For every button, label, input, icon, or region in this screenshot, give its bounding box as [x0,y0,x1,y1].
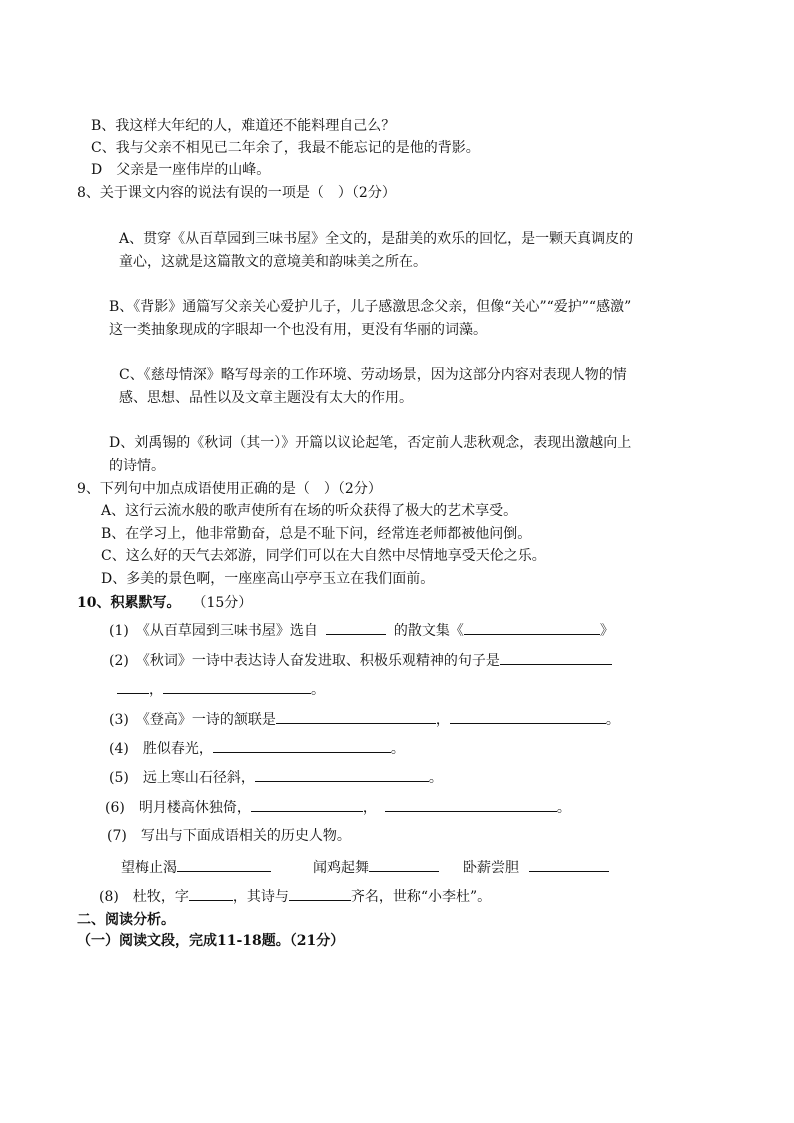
q10-item6 [105,797,571,817]
idiom-1: 望梅止渴 [121,860,177,876]
q10-item1-text-b: 的散文集《 [393,623,464,639]
idiom-2: 闻鸡起舞 [313,860,369,876]
q10-item2-blank-3[interactable] [163,679,311,694]
q10-item1-blank-collection[interactable] [464,620,600,635]
q10-item5 [109,767,443,787]
q10-score: （15分） [192,595,253,611]
q9-option-c: C、这么好的天气去郊游，同学们可以在大自然中尽情地享受天伦之乐。 [101,548,546,564]
section2-subtitle: （一）阅读文段，完成11-18题。（21分） [77,933,345,949]
q10-item2-continued [117,679,325,699]
q8-option-b-line2: 这一类抽象现成的字眼却一个也没有用，更没有华丽的词藻。 [109,322,487,338]
q10-item1-text-a: (1) 《从百草园到三味书屋》选自 [109,623,318,639]
q10-item6-blank-2[interactable] [385,797,557,812]
q8-option-d-line1: D、刘禹锡的《秋词（其一）》开篇以议论起笔，否定前人悲秋观念，表现出激越向上 [109,435,632,451]
q10-item8-text-b: ，其诗与 [232,889,289,905]
q10-item2-end: 。 [311,682,325,698]
q10-item6-text: (6) 明月楼高休独倚， [105,800,251,816]
q10-item3-end: 。 [605,712,620,728]
q7-option-d: D 父亲是一座伟岸的山峰。 [91,162,271,178]
q10-item8-blank-1[interactable] [189,886,233,901]
section2-title: 二、阅读分析。 [77,912,175,928]
q10-item1-text-c: 》 [599,623,614,639]
q10-title: 10、积累默写。 [77,595,181,611]
q10-item2-blank-2[interactable] [117,679,149,694]
q10-item3-blank-2[interactable] [450,709,606,724]
q10-item7-idioms [121,857,609,877]
q10-heading [77,593,252,613]
q9-option-d: D、多美的景色啊，一座座高山亭亭玉立在我们面前。 [101,571,435,587]
q10-item2-sep: ， [149,682,163,698]
q10-item8-text-c: 齐名，世称“小李杜”。 [350,889,492,905]
q10-item1-blank-author[interactable] [326,620,386,635]
idiom-2-blank[interactable] [369,857,439,872]
q10-item4-blank[interactable] [213,738,391,753]
q10-item6-end: 。 [556,800,571,816]
idiom-3: 卧薪尝胆 [463,860,519,876]
q10-item8-blank-2[interactable] [289,886,351,901]
q10-item7: (7) 写出与下面成语相关的历史人物。 [107,828,351,844]
q10-item5-end: 。 [428,770,443,786]
q10-item4-text: (4) 胜似春光， [109,741,213,757]
q10-item2-blank-1[interactable] [500,650,612,665]
q10-item5-text: (5) 远上寒山石径斜， [109,770,255,786]
q8-stem: 8、关于课文内容的说法有误的一项是（ ）（2分） [77,185,396,201]
q8-option-c-line1: C、《慈母情深》略写母亲的工作环境、劳动场景，因为这部分内容对表现人物的情 [119,367,627,383]
q9-option-a: A、这行云流水般的歌声使所有在场的听众获得了极大的艺术享受。 [101,503,518,519]
q10-item6-blank-1[interactable] [251,797,363,812]
q7-option-c: C、我与父亲不相见已二年余了，我最不能忘记的是他的背影。 [91,140,480,156]
q10-item2-text: (2) 《秋词》一诗中表达诗人奋发进取、积极乐观精神的句子是 [109,653,500,669]
q10-item5-blank[interactable] [255,767,429,782]
q10-item6-sep: ， [362,800,377,816]
q7-option-b: B、我这样大年纪的人，难道还不能料理自己么？ [91,118,396,134]
q10-item3-text: (3) 《登高》一诗的颔联是 [109,712,276,728]
q10-item4-end: 。 [390,741,405,757]
q8-option-b-line1: B、《背影》通篇写父亲关心爱护儿子，儿子感激思念父亲，但像“关心”“爱护”“感激” [109,299,632,315]
q9-option-b: B、在学习上，他非常勤奋，总是不耻下问，经常连老师都被他问倒。 [101,526,532,542]
q8-option-a-line1: A、贯穿《从百草园到三味书屋》全文的，是甜美的欢乐的回忆，是一颗天真调皮的 [119,231,634,247]
q8-option-d-line2: 的诗情。 [109,458,165,474]
q10-item4 [109,738,405,758]
q10-item2 [109,650,612,670]
q10-item3-sep: ， [435,712,450,728]
q10-item8-text-a: (8) 杜牧，字 [99,889,189,905]
idiom-3-blank[interactable] [529,857,609,872]
q10-item3-blank-1[interactable] [276,709,436,724]
q10-item1 [109,620,614,640]
q10-item3 [109,709,620,729]
q9-stem: 9、下列句中加点成语使用正确的是（ ）（2分） [77,481,382,497]
q8-option-a-line2: 童心，这就是这篇散文的意境美和韵味美之所在。 [119,254,427,270]
q10-item8 [99,886,491,906]
idiom-1-blank[interactable] [177,857,271,872]
q8-option-c-line2: 感、思想、品性以及文章主题没有太大的作用。 [119,390,413,406]
